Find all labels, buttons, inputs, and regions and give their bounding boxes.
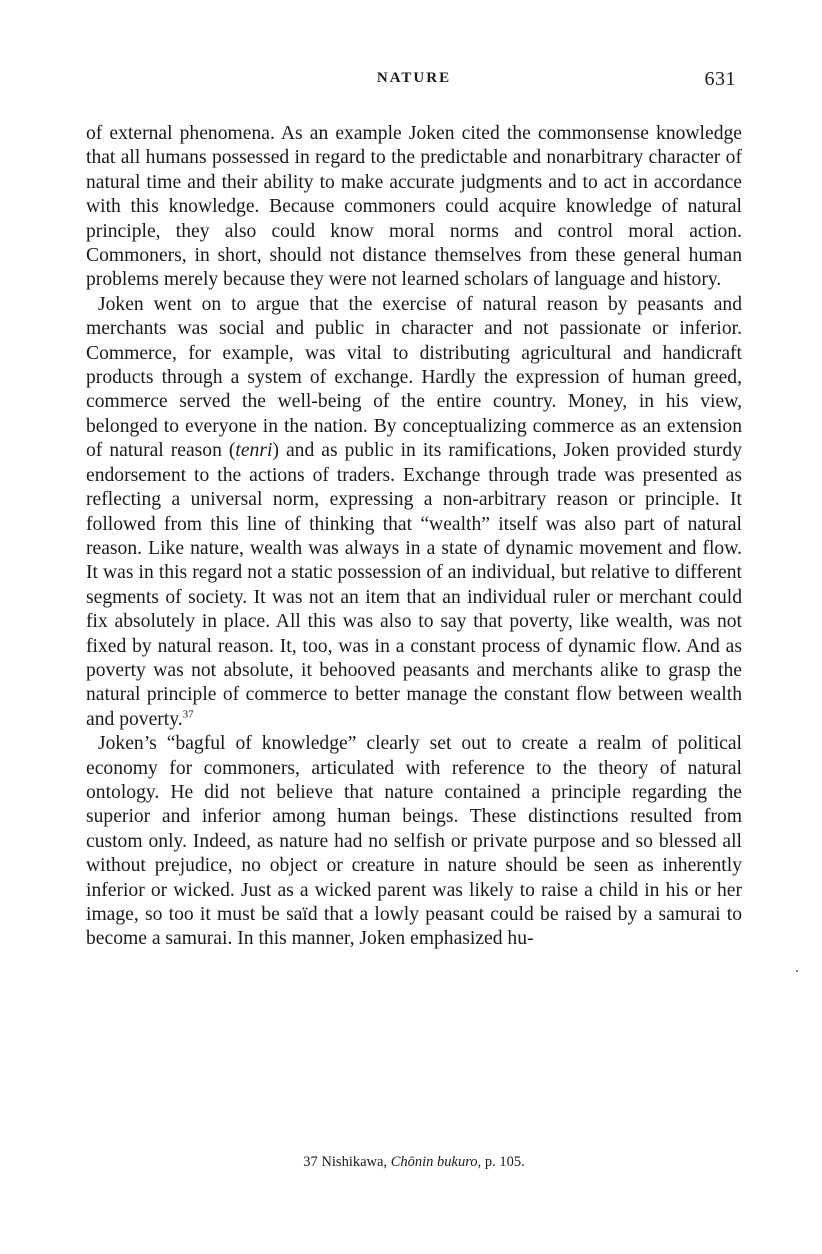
paragraph-1: of external phenomena. As an example Joken cited the commonsense knowledge that all humans possessed in regard to the predictable and nonarbitrary character of natural time and their ability to make accurate judgments and to act in accordance with this knowledge. Because commoners could acquire knowledge of natural principle, they also could know moral norms and control moral action. Commoners, in short, should not distance themselves from these general human problems merely because they were not learned scholars of language and history. bbox=[86, 123, 742, 291]
paragraph-3: Joken’s “bagful of knowledge” clearly set out to create a realm of political economy for commoners, articulated with reference to the theory of natural ontology. He did not believe that nature contained a principle regarding the superior and inferior among human beings. These distinctions resulted from custom only. Indeed, as nature had no selfish or private purpose and so blessed all without prejudice, no object or creature in nature should be seen as inherently inferior or wicked. Just as a wicked parent was likely to raise a child in his or her image, so too it must be saïd that a lowly peasant could be raised by a samurai to become a samurai. In this manner, Joken emphasized hu- bbox=[86, 733, 742, 950]
stray-mark bbox=[796, 970, 798, 972]
footnote-author: Nishikawa, bbox=[321, 1154, 388, 1170]
running-head bbox=[86, 70, 742, 100]
paragraph-2-part-b: ) and as public in its ramifications, Joken provided sturdy endorsement to the actions of traders. Exchange through trade was presented as reflecting a universal norm, expressing a non-arbitrary reason or principle. It followed from this line of thinking that “wealth” itself was also part of natural reason. Like nature, wealth was always in a state of dynamic movement and flow. It was in this regard not a static possession of an individual, but relative to different segments of society. It was not an item that an individual ruler or merchant could fix absolutely in place. All this was also to say that poverty, like wealth, was not fixed by natural reason. It, too, was in a constant process of dynamic flow. And as poverty was not absolute, it behooved peasants and merchants alike to grasp the natural principle of commerce to better manage the constant flow between wealth and poverty. bbox=[86, 440, 742, 730]
page-number: 631 bbox=[704, 68, 736, 90]
footnote-title: Chōnin bukuro, bbox=[390, 1154, 482, 1170]
footnote-reference: 37 bbox=[182, 708, 194, 721]
running-title: NATURE bbox=[376, 70, 452, 86]
footnote bbox=[86, 1154, 742, 1171]
body-text bbox=[86, 122, 742, 952]
footnote-page: p. 105. bbox=[484, 1154, 525, 1170]
paragraph-2-part-a: Joken went on to argue that the exercise of natural reason by peasants and merchants was social and public in character and not passionate or inferior. Commerce, for example, was vital to distributing agricultural and handicraft products through a system of exchange. Hardly the expression of human greed, commerce served the well-being of the entire country. Money, in his view, belonged to everyone in the nation. By conceptualizing commerce as an extension of natural reason ( bbox=[86, 293, 742, 462]
term-tenri: tenri bbox=[235, 440, 273, 462]
paragraph-2 bbox=[86, 293, 742, 732]
page bbox=[86, 68, 742, 1170]
footnote-number: 37 bbox=[303, 1154, 318, 1170]
